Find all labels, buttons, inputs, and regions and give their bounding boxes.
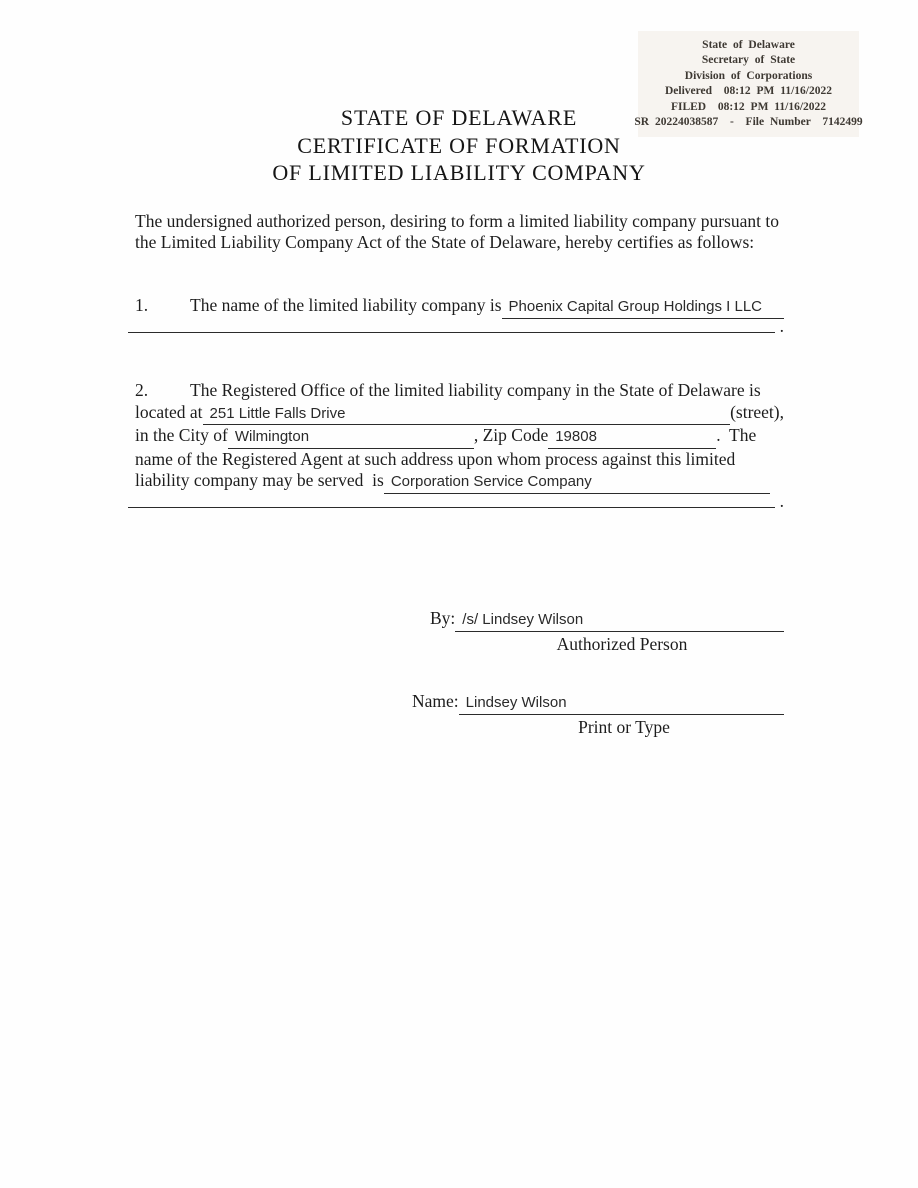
clause-2-blank-line xyxy=(128,490,784,511)
stamp-line-delivered: Delivered 08:12 PM 11/16/2022 xyxy=(664,85,832,97)
signature-name-line xyxy=(412,691,784,715)
title-line-2: CERTIFICATE OF FORMATION xyxy=(297,132,621,158)
clause-2-line-5 xyxy=(135,470,784,494)
company-name-value: Phoenix Capital Group Holdings I LLC xyxy=(502,296,784,319)
by-label: By: xyxy=(430,608,456,628)
city-value: Wilmington xyxy=(228,426,474,449)
stamp-line-filed: FILED 08:12 PM 11/16/2022 xyxy=(670,100,827,113)
title-line-1: STATE OF DELAWARE xyxy=(340,105,578,130)
city-label: in the City of xyxy=(135,425,228,445)
street-suffix-label: (street), xyxy=(730,401,784,422)
title-line-3: OF LIMITED LIABILITY COMPANY xyxy=(272,160,646,185)
zip-value: 19808 xyxy=(548,426,716,449)
clause-2-number: 2. xyxy=(135,380,149,400)
intro-paragraph: The undersigned authorized person, desiring to form a limited liability company pursuant to the Limited Liability Company Act of the State of Delaware, hereby certifies as follows: xyxy=(135,211,779,252)
blank-fill-line xyxy=(128,321,775,333)
zip-label: , Zip Code xyxy=(473,425,549,445)
clause-2-text-1: The Registered Office of the limited liability company in the State of Delaware is xyxy=(190,380,761,400)
stamp-line-file-number: SR 20224038587 - File Number 7142499 xyxy=(634,116,863,128)
stamp-line-state: State of Delaware xyxy=(702,38,795,51)
document-title xyxy=(0,104,918,187)
clause-1 xyxy=(135,295,784,336)
clause-2-text-4: name of the Registered Agent at such address upon whom process against this limited xyxy=(135,448,736,469)
trailing-period: . xyxy=(779,490,784,511)
signature-value: /s/ Lindsey Wilson xyxy=(455,609,784,632)
blank-fill-line xyxy=(128,496,775,508)
located-at-label: located at xyxy=(135,401,203,422)
street-value: 251 Little Falls Drive xyxy=(203,403,731,426)
signature-by-line xyxy=(430,608,784,632)
print-or-type-caption: Print or Type xyxy=(578,716,670,737)
clause-1-number: 1. xyxy=(135,295,149,315)
stamp-line-secretary: Secretary of State xyxy=(701,54,796,66)
clause-2-line-1 xyxy=(135,380,784,402)
clause-2 xyxy=(135,380,784,511)
agent-value: Corporation Service Company xyxy=(384,471,770,494)
name-label: Name: xyxy=(412,691,459,711)
zip-suffix-label: . The xyxy=(716,425,757,445)
clause-2-line-2 xyxy=(135,402,784,426)
clause-1-blank-line xyxy=(128,315,784,336)
signature-by-block xyxy=(430,608,784,655)
trailing-period: . xyxy=(779,315,784,336)
clause-1-line xyxy=(135,295,784,319)
clause-2-line-4 xyxy=(135,449,784,471)
signature-name-block xyxy=(412,691,784,738)
clause-2-text-5: liability company may be served is xyxy=(135,470,384,490)
clause-1-label: The name of the limited liability company is xyxy=(190,295,502,315)
authorized-person-caption: Authorized Person xyxy=(556,633,688,654)
name-value: Lindsey Wilson xyxy=(459,692,784,715)
stamp-line-division: Division of Corporations xyxy=(684,69,813,82)
clause-2-line-3 xyxy=(135,425,784,449)
